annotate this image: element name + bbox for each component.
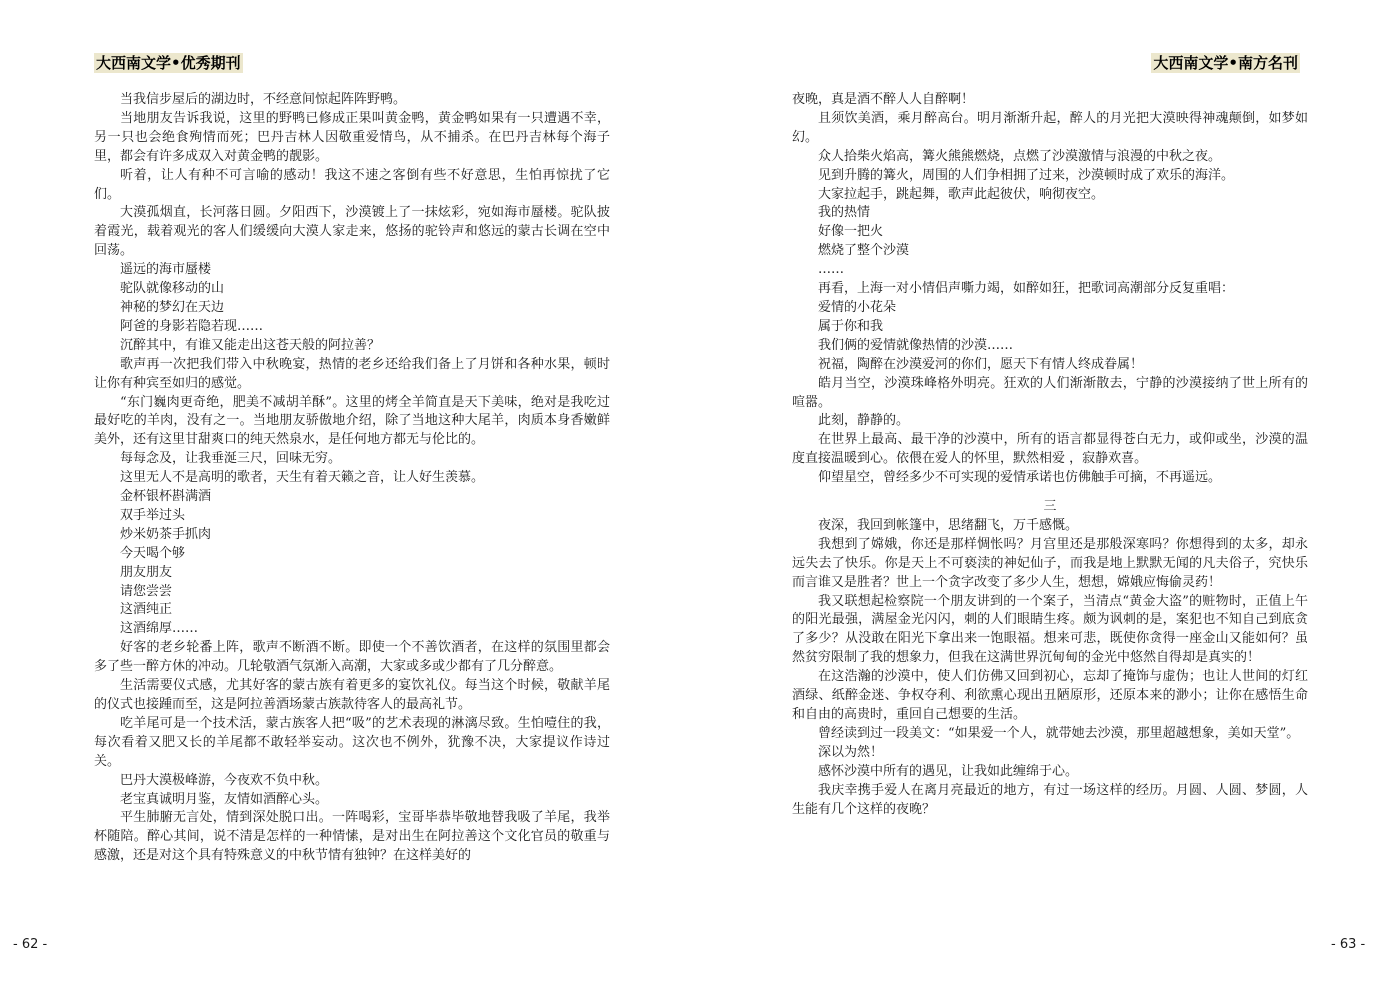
verse-line: 朋友朋友 — [120, 564, 173, 580]
continued-paragraph: 夜晚，真是酒不醉人人自醉啊！ — [792, 92, 975, 107]
left-page-body — [94, 91, 610, 866]
paragraph: 当地朋友告诉我说，这里的野鸭已修成正果叫黄金鸭，黄金鸭如果有一只遭遇不幸，另一只也会绝食殉情而死；巴丹吉林人因敬重爱情鸟，从不捕杀。在巴丹吉林每个海子里，都会有许多成双入对黄金鸭的靓影。 — [94, 110, 610, 164]
paragraph: 我想到了嫦娥，你还是那样惆怅吗？月宫里还是那般深寒吗？你想得到的太多，却永远失去了快乐。你是天上不可亵渎的神妃仙子，而我是地上默默无闻的凡夫俗子，究快乐而言谁又是胜者？世上一个贪字改变了多少人生，想想，嫦娥应悔偷灵药！ — [792, 536, 1308, 590]
paragraph: 听着，让人有种不可言喻的感动！我这不速之客倒有些不好意思，生怕再惊扰了它们。 — [94, 167, 610, 202]
paragraph: 巴丹大漠极峰游，今夜欢不负中秋。 — [120, 772, 329, 788]
paragraph: 祝福，陶醉在沙漠爱河的你们，愿天下有情人终成眷属！ — [818, 356, 1144, 372]
paragraph: 好客的老乡轮番上阵，歌声不断酒不断。即使一个不善饮酒者，在这样的氛围里都会多了些一醉方休的冲动。几轮敬酒气氛渐入高潮，大家或多或少都有了几分醉意。 — [94, 640, 610, 675]
left-page-number: - 62 - — [13, 937, 48, 952]
verse-line: 我的热情 — [818, 205, 871, 221]
paragraph: 再看，上海一对小情侣声嘶力竭，如醉如狂，把歌词高潮部分反复重唱： — [818, 281, 1235, 297]
verse-line: 神秘的梦幻在天边 — [120, 299, 225, 315]
paragraph: 感怀沙漠中所有的遇见，让我如此缠绵于心。 — [818, 763, 1079, 779]
paragraph: 我庆幸携手爱人在离月亮最近的地方，有过一场这样的经历。月圆、人圆、梦圆，人生能有几个这样的夜晚？ — [792, 782, 1308, 817]
paragraph: 吃羊尾可是一个技术活，蒙古族客人把“吸”的艺术表现的淋漓尽致。生怕噎住的我，每次看着又肥又长的羊尾都不敢轻举妄动。这次也不例外，犹豫不决，大家提议作诗过关。 — [94, 715, 610, 769]
right-page-number: - 63 - — [1331, 937, 1366, 952]
paragraph: 大漠孤烟直，长河落日圆。夕阳西下，沙漠镀上了一抹炫彩，宛如海市蜃楼。驼队披着霞光，载着观光的客人们缓缓向大漠人家走来，悠扬的驼铃声和悠远的蒙古长调在空中回荡。 — [94, 205, 610, 259]
paragraph: 这里无人不是高明的歌者，天生有着天籁之音，让人好生羡慕。 — [120, 470, 485, 486]
paragraph: 仰望星空，曾经多少不可实现的爱情承诺也仿佛触手可摘，不再遥远。 — [818, 470, 1222, 486]
verse-line: 请您尝尝 — [120, 583, 173, 599]
paragraph: 平生肺腑无言处，情到深处脱口出。一阵喝彩，宝哥毕恭毕敬地替我吸了羊尾，我举杯随陪。醉心其间，说不清是怎样的一种情愫，是对出生在阿拉善这个文化官员的敬重与感激，还是对这个具有特殊意义的中秋节情有独钟？在这样美好的 — [94, 810, 610, 864]
right-page-body — [792, 91, 1308, 819]
verse-line: 这酒纯正 — [120, 602, 173, 618]
section-heading: 三 — [1043, 499, 1057, 515]
paragraph: 见到升腾的篝火，周围的人们争相拥了过来，沙漠顿时成了欢乐的海洋。 — [818, 167, 1235, 183]
verse-line: 好像一把火 — [818, 224, 884, 240]
verse-line: 这酒绵厚…… — [120, 621, 199, 637]
verse-line: 燃烧了整个沙漠 — [818, 243, 910, 259]
verse-line: 金杯银杯斟满酒 — [120, 489, 212, 505]
verse-line: 阿爸的身影若隐若现…… — [120, 318, 264, 334]
paragraph: 生活需要仪式感，尤其好客的蒙古族有着更多的宴饮礼仪。每当这个时候，敬献羊尾的仪式也接踵而至，这是阿拉善酒场蒙古族款待客人的最高礼节。 — [94, 678, 610, 712]
verse-line: 驼队就像移动的山 — [120, 281, 225, 297]
right-running-header: 大西南文学•南方名刊 — [1153, 54, 1298, 72]
paragraph: 在世界上最高、最干净的沙漠中，所有的语言都显得苍白无力，或仰或坐，沙漠的温度直接温暖到心。依偎在爱人的怀里，默然相爱 ，寂静欢喜。 — [792, 432, 1308, 467]
paragraph: 皓月当空，沙漠珠峰格外明亮。狂欢的人们渐渐散去，宁静的沙漠接纳了世上所有的喧嚣。 — [792, 375, 1308, 410]
verse-line: 爱情的小花朵 — [818, 299, 897, 315]
verse-line: 今天喝个够 — [120, 545, 186, 561]
verse-line: 我们俩的爱情就像热情的沙漠…… — [818, 337, 1014, 353]
verse-line: …… — [818, 262, 844, 278]
paragraph: 众人拾柴火焰高，篝火熊熊燃烧，点燃了沙漠激情与浪漫的中秋之夜。 — [818, 148, 1222, 164]
paragraph: 每每念及，让我垂涎三尺，回味无穷。 — [120, 451, 342, 467]
paragraph: 且须饮美酒，乘月醉高台。明月渐渐升起，醉人的月光把大漠映得神魂颠倒，如梦如幻。 — [792, 110, 1308, 145]
paragraph: 夜深，我回到帐篷中，思绪翻飞，万千感慨。 — [818, 517, 1079, 533]
paragraph: 我又联想起检察院一个朋友讲到的一个案子，当清点“黄金大盗”的赃物时，正值上午的阳光最强，满屋金光闪闪，刺的人们眼睛生疼。颇为讽刺的是，案犯也不知自己到底贪了多少？从没敢在阳光下拿出来一饱眼福。想来可悲，既使你贪得一座金山又能如何？虽然贫穷限制了我的想象力，但我在这满世界沉甸甸的金光中悠然自得却是真实的！ — [792, 593, 1308, 666]
paragraph: 沉醉其中，有谁又能走出这苍天般的阿拉善？ — [120, 337, 381, 353]
verse-line: 双手举过头 — [120, 507, 186, 523]
paragraph: 在这浩瀚的沙漠中，使人们仿佛又回到初心，忘却了掩饰与虚伪；也让人世间的灯红酒绿、纸醉金迷、争权夺利、利欲熏心现出丑陋原形，还原本来的渺小；让你在感悟生命和自由的高贵时，重回自己想要的生活。 — [792, 669, 1308, 722]
left-running-header: 大西南文学•优秀期刊 — [96, 54, 241, 72]
paragraph: 老宝真诚明月鉴，友情如酒醉心头。 — [120, 791, 329, 807]
paragraph: 歌声再一次把我们带入中秋晚宴，热情的老乡还给我们备上了月饼和各种水果，顿时让你有种宾至如归的感觉。 — [94, 356, 610, 391]
paragraph: 大家拉起手，跳起舞，歌声此起彼伏，响彻夜空。 — [818, 186, 1105, 202]
paragraph: 曾经读到过一段美文：“如果爱一个人，就带她去沙漠，那里超越想象，美如天堂”。 — [818, 725, 1300, 741]
paragraph: 当我信步屋后的湖边时，不经意间惊起阵阵野鸭。 — [120, 92, 407, 107]
verse-line: 遥远的海市蜃楼 — [120, 262, 212, 278]
paragraph: “东门巍肉更奇绝，肥美不减胡羊酥”。这里的烤全羊简直是天下美味，绝对是我吃过最好吃的羊肉，没有之一。当地朋友骄傲地介绍，除了当地这种大尾羊，肉质本身香嫩鲜美外，还有这里甘甜爽口的纯天然泉水，是任何地方都无与伦比的。 — [94, 394, 610, 448]
paragraph: 深以为然！ — [818, 744, 884, 760]
verse-line: 炒米奶茶手抓肉 — [120, 526, 212, 542]
verse-line: 属于你和我 — [818, 318, 884, 334]
paragraph: 此刻，静静的。 — [818, 413, 910, 429]
